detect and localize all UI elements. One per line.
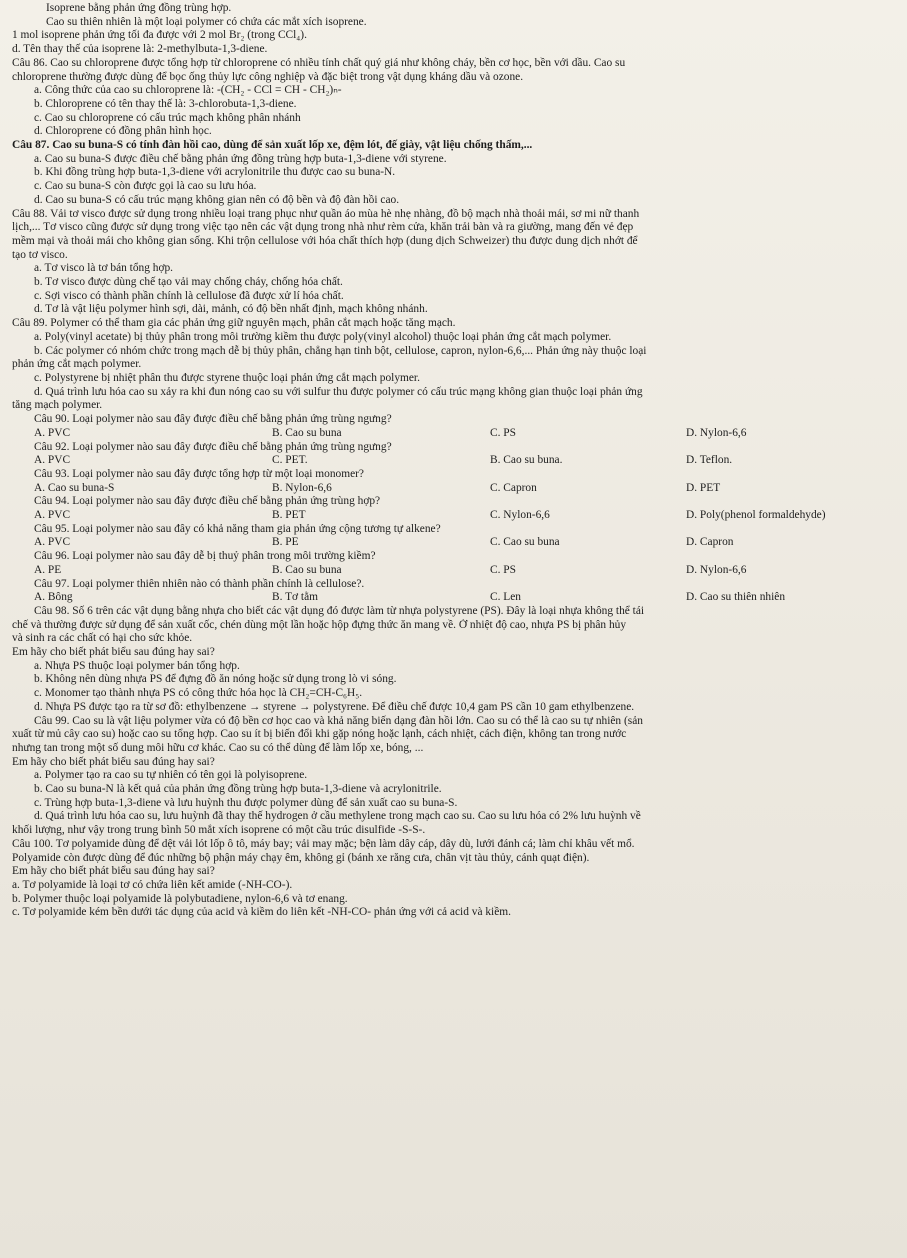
option-a: A. Cao su buna-S: [34, 481, 115, 494]
question-text: Câu 94. Loại polymer nào sau đây được điều chế bằng phản ứng trùng hợp?: [34, 495, 381, 508]
text-line: b. Không nên dùng nhựa PS để đựng đồ ăn nóng hoặc sử dụng trong lò vi sóng.: [34, 673, 397, 686]
answer-options: [12, 427, 893, 441]
question-text: Câu 90. Loại polymer nào sau đây được điều chế bằng phản ứng trùng ngưng?: [34, 413, 392, 426]
option-a: A. PVC: [34, 509, 71, 522]
text-line: b. Chloroprene có tên thay thế là: 3-chlorobuta-1,3-diene.: [34, 97, 297, 110]
question-89: Câu 89. Polymer có thể tham gia các phản ứng giữ nguyên mạch, phân cắt mạch hoặc tăng mạch.: [12, 317, 456, 330]
text-line: Polyamide còn được dùng để đúc những bộ phận máy chạy êm, không gỉ (bánh xe răng cưa, chân vịt tàu thủy, cánh quạt điện).: [12, 851, 590, 864]
text-line: a. Poly(vinyl acetate) bị thủy phân trong môi trường kiềm thu được poly(vinyl alcohol) thuộc loại phản ứng cắt mạch polymer.: [34, 330, 612, 343]
option-d: D. PET: [686, 481, 721, 494]
text-line: d. Cao su buna-S có cấu trúc mạng không gian nên có độ bền và độ đàn hồi cao.: [34, 193, 400, 206]
text-line: a. Tơ polyamide là loại tơ có chứa liên kết amide (-NH-CO-).: [12, 879, 293, 891]
option-a: A. PE: [34, 563, 62, 576]
question-99: Câu 99. Cao su là vật liệu polymer vừa có độ bền cơ học cao và khả năng biến dạng đàn hồi lớn. Cao su có thể là cao su tự nhiên (sản: [34, 714, 643, 727]
text-line: phản ứng cắt mạch polymer.: [12, 358, 142, 371]
answer-options: [12, 509, 893, 523]
option-d: D. Teflon.: [686, 454, 733, 467]
option-d: D. Capron: [686, 536, 734, 549]
option-c: C. PS: [490, 426, 516, 439]
option-d: D. Nylon-6,6: [686, 426, 747, 439]
option-d: D. Poly(phenol formaldehyde): [686, 509, 826, 522]
option-a: A. Bông: [34, 591, 73, 604]
question-98: Câu 98. Số 6 trên các vật dụng bằng nhựa cho biết các vật dụng đó được làm từ nhựa polystyrene (PS). Đây là loại nhựa không thể tái: [34, 604, 645, 617]
option-c: C. Capron: [490, 481, 537, 494]
option-b: B. Cao su buna: [272, 563, 342, 576]
text-line: Em hãy cho biết phát biểu sau đúng hay sai?: [12, 646, 215, 659]
text-line: d. Tơ là vật liệu polymer hình sợi, dài, mảnh, có độ bền nhất định, mạch không nhánh.: [34, 303, 428, 316]
text-line: d. Nhựa PS được tạo ra từ sơ đồ: ethylbenzene → styrene → polystyrene. Để điều chế được 10,4 gam PS cần 10 gam ethylbenzene.: [34, 700, 635, 713]
text-line: a. Công thức của cao su chloroprene là: -(CH₂ - CCl = CH - CH₂)ₙ-: [34, 84, 342, 97]
option-b: B. Cao su buna: [272, 426, 342, 439]
text-line: b. Cao su buna-N là kết quả của phản ứng đồng trùng hợp buta-1,3-diene và acrylonitrile.: [34, 783, 442, 796]
text-line: c. Monomer tạo thành nhựa PS có công thức hóa học là CH₂=CH-C₆H₅.: [34, 687, 363, 700]
option-b: C. PET.: [272, 454, 308, 467]
question-92: [12, 441, 893, 468]
text-line: a. Polymer tạo ra cao su tự nhiên có tên gọi là polyisoprene.: [34, 769, 308, 782]
option-c: C. Len: [490, 591, 522, 604]
text-line: c. Cao su chloroprene có cấu trúc mạch không phân nhánh: [34, 111, 301, 124]
question-87: Câu 87. Cao su buna-S có tính đàn hồi cao, dùng để sản xuất lốp xe, đệm lót, đế giày, vật liệu chống thấm,...: [12, 139, 533, 152]
text-line: tạo tơ visco.: [12, 248, 68, 261]
text-line: d. Quá trình lưu hóa cao su xảy ra khi đun nóng cao su với sulfur thu được polymer có cấu trúc mạng không gian thuộc loại phản ứng: [34, 385, 643, 398]
text-line: lịch,... Tơ visco cũng được sử dụng trong việc tạo nên các vật dụng trong nhà như rèm cửa, khăn trải bàn và ra giường, mang đến vẻ đẹp: [12, 221, 634, 234]
question-94: [12, 495, 893, 522]
option-d: D. Cao su thiên nhiên: [686, 591, 786, 604]
option-d: D. Nylon-6,6: [686, 563, 747, 576]
question-95: [12, 523, 893, 550]
answer-options: [12, 482, 893, 496]
option-c: B. Cao su buna.: [490, 454, 563, 467]
text-line: d. Tên thay thế của isoprene là: 2-methylbuta-1,3-diene.: [12, 43, 268, 56]
option-b: B. Nylon-6,6: [272, 481, 332, 494]
text-line: c. Trùng hợp buta-1,3-diene và lưu huỳnh thu được polymer dùng để sản xuất cao su buna-S.: [34, 796, 458, 809]
option-b: B. PET: [272, 509, 306, 522]
section-bottom: [12, 605, 893, 920]
section-top: [12, 2, 893, 413]
text-line: d. Quá trình lưu hóa cao su, lưu huỳnh đã thay thế hydrogen ở cầu methylene trong mạch cao su. Cao su lưu hóa có 2% lưu huỳnh về: [34, 810, 641, 823]
option-c: C. Nylon-6,6: [490, 509, 550, 522]
answer-options: [12, 564, 893, 578]
text-line: b. Khi đồng trùng hợp buta-1,3-diene với acrylonitrile thu được cao su buna-N.: [34, 166, 396, 179]
question-text: Câu 96. Loại polymer nào sau đây dễ bị thuỷ phân trong môi trường kiềm?: [34, 550, 376, 563]
question-96: [12, 550, 893, 577]
question-text: Câu 97. Loại polymer thiên nhiên nào có thành phần chính là cellulose?.: [34, 577, 365, 590]
question-88: Câu 88. Vải tơ visco được sử dụng trong nhiều loại trang phục như quần áo mùa hè nhẹ nhàng, đồ bộ mạch nhà thoải mái, sơ mi nữ thanh: [12, 207, 640, 220]
option-a: A. PVC: [34, 454, 71, 467]
question-93: [12, 468, 893, 495]
option-b: B. PE: [272, 536, 299, 549]
text-line: Em hãy cho biết phát biểu sau đúng hay sai?: [12, 755, 215, 768]
question-86: Câu 86. Cao su chloroprene được tổng hợp từ chloroprene có nhiều tính chất quý giá như không cháy, bền cơ học, bền với dầu. Cao su: [12, 56, 626, 69]
text-line: chế và thường được sử dụng để sản xuất cốc, chén dùng một lần hoặc hộp đựng thức ăn mang về. Ở nhiệt độ cao, nhựa PS bị phân hủy: [12, 618, 627, 631]
text-line: c. Sợi visco có thành phần chính là cellulose đã được xử lí hóa chất.: [34, 289, 344, 302]
question-text: Câu 92. Loại polymer nào sau đây được điều chế bằng phản ứng trùng ngưng?: [34, 440, 392, 453]
text-line: Isoprene bằng phản ứng đồng trùng hợp.: [46, 2, 232, 14]
text-line: tăng mạch polymer.: [12, 399, 103, 412]
question-100: Câu 100. Tơ polyamide dùng để dệt vải lót lốp ô tô, máy bay; vải may mặc; bện làm dây cáp, dây dù, lưới đánh cá; làm chỉ khâu vết mổ.: [12, 837, 635, 850]
text-line: a. Tơ visco là tơ bán tổng hợp.: [34, 262, 174, 275]
question-text: Câu 93. Loại polymer nào sau đây được tổng hợp từ một loại monomer?: [34, 467, 364, 480]
text-line: 1 mol isoprene phản ứng tối đa được với 2 mol Br₂ (trong CCl₄).: [12, 29, 307, 42]
text-line: a. Nhựa PS thuộc loại polymer bán tổng hợp.: [34, 659, 240, 672]
text-line: a. Cao su buna-S được điều chế bằng phản ứng đồng trùng hợp buta-1,3-diene với styrene.: [34, 152, 447, 165]
answer-options: [12, 454, 893, 468]
answer-options: [12, 591, 893, 605]
option-c: C. PS: [490, 563, 516, 576]
question-text: Câu 95. Loại polymer nào sau đây có khả năng tham gia phản ứng cộng tương tự alkene?: [34, 522, 441, 535]
text-line: b. Các polymer có nhóm chức trong mạch dễ bị thủy phân, chẳng hạn tinh bột, cellulose, capron, nylon-6,6,... Phản ứng này thuộc loại: [34, 344, 647, 357]
text-line: Cao su thiên nhiên là một loại polymer có chứa các mắt xích isoprene.: [46, 15, 367, 28]
text-line: c. Cao su buna-S còn được gọi là cao su lưu hóa.: [34, 180, 257, 193]
option-a: A. PVC: [34, 426, 71, 439]
option-c: C. Cao su buna: [490, 536, 560, 549]
section-mcq: [12, 413, 893, 605]
text-line: c. Tơ polyamide kém bền dưới tác dụng của acid và kiềm do liên kết -NH-CO- phản ứng với cả acid và kiềm.: [12, 906, 511, 919]
text-line: và sinh ra các chất có hại cho sức khỏe.: [12, 632, 193, 645]
question-97: [12, 578, 893, 605]
text-line: mềm mại và thoải mái cho không gian sống. Khi trộn cellulose với hóa chất thích hợp (dung dịch Schweizer) thu được dung dịch nhớt để: [12, 234, 638, 247]
text-line: khối lượng, như vậy trong trung bình 50 mắt xích isoprene có một cầu trúc disulfide -S-S-.: [12, 824, 426, 837]
text-line: c. Polystyrene bị nhiệt phân thu được styrene thuộc loại phản ứng cắt mạch polymer.: [34, 371, 420, 384]
text-line: nhưng tan trong một số dung môi hữu cơ khác. Cao su có thể dùng để làm lốp xe, bóng, ...: [12, 741, 424, 754]
option-b: B. Tơ tằm: [272, 591, 318, 604]
text-line: d. Chloroprene có đồng phân hình học.: [34, 125, 212, 138]
text-line: xuất từ mủ cây cao su) hoặc cao su tổng hợp. Cao su ít bị biến đổi khi gặp nóng hoặc lạnh, cách nhiệt, cách điện, không tan trong nước: [12, 728, 627, 741]
text-line: b. Polymer thuộc loại polyamide là polybutadiene, nylon-6,6 và tơ enang.: [12, 892, 348, 905]
text-line: chloroprene thường được dùng để bọc ống thủy lực công nghiệp và đặc biệt trong vật dụng kháng dầu và ozone.: [12, 70, 524, 83]
question-90: [12, 413, 893, 440]
option-a: A. PVC: [34, 536, 71, 549]
answer-options: [12, 536, 893, 550]
text-line: Em hãy cho biết phát biểu sau đúng hay sai?: [12, 865, 215, 878]
text-line: b. Tơ visco được dùng chế tạo vải may chống cháy, chống hóa chất.: [34, 276, 343, 289]
